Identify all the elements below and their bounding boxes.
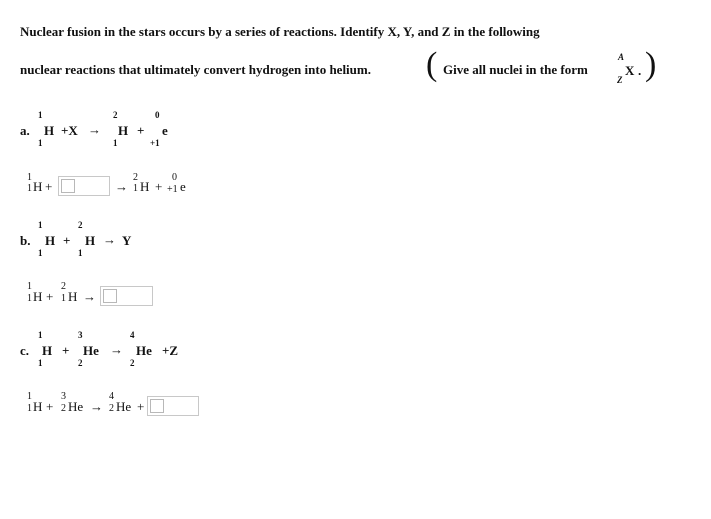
paren-close: )	[645, 46, 657, 83]
ans-a-plus: +	[45, 179, 53, 194]
c-plus: +	[62, 343, 70, 358]
a-plus: +	[137, 123, 145, 138]
b-y: Y	[122, 233, 132, 248]
c-he-atomic: 2	[78, 358, 83, 368]
ans-c-input-placeholder-box	[150, 399, 164, 413]
c-he-symbol: He	[83, 343, 99, 358]
b-h2-mass: 2	[78, 220, 83, 230]
c-h-atomic: 1	[38, 358, 43, 368]
c-arrow: →	[110, 342, 123, 357]
ans-a-input[interactable]	[58, 176, 110, 196]
b-h-symbol: H	[45, 233, 56, 248]
form-instruction: Give all nuclei in the form	[443, 62, 588, 77]
a-h2-symbol: H	[118, 123, 129, 138]
ans-b-input-placeholder-box	[103, 289, 117, 303]
ans-c-plus: +	[46, 399, 54, 414]
paren-open: (	[426, 46, 438, 83]
a-label: a.	[20, 123, 30, 138]
ans-c-he2-atomic: 2	[109, 403, 114, 414]
ans-a-e-bottom: +1	[167, 184, 178, 195]
c-label: c.	[20, 343, 30, 358]
a-plus-x: +X	[61, 123, 78, 138]
ans-c-h-symbol: H	[33, 399, 43, 414]
ans-c-he-atomic: 2	[61, 403, 66, 414]
form-period: .	[638, 63, 642, 78]
ans-c-he2-mass: 4	[109, 391, 114, 402]
b-h2-atomic: 1	[78, 248, 83, 258]
a-e-charge-bottom: +1	[150, 138, 160, 148]
form-atomic-number: Z	[617, 75, 623, 85]
c-he-mass: 3	[78, 330, 83, 340]
ans-b-h-mass: 1	[27, 281, 32, 292]
b-plus: +	[63, 233, 71, 248]
ans-a-h2-atomic: 1	[133, 183, 138, 194]
ans-c-input[interactable]	[147, 396, 199, 416]
a-arrow: →	[88, 122, 101, 137]
ans-c-he-symbol: He	[68, 399, 84, 414]
b-arrow: →	[103, 232, 116, 247]
b-h-atomic: 1	[38, 248, 43, 258]
c-he2-atomic: 2	[130, 358, 135, 368]
ans-c-h-mass: 1	[27, 391, 32, 402]
c-h-symbol: H	[42, 343, 53, 358]
ans-b-h-symbol: H	[33, 289, 43, 304]
ans-b-input[interactable]	[100, 286, 153, 306]
ans-c-h-atomic: 1	[27, 403, 32, 414]
a-h2-mass: 2	[113, 110, 118, 120]
question-line-2: nuclear reactions that ultimately convert hydrogen into helium.	[20, 62, 371, 77]
ans-c-he-mass: 3	[61, 391, 66, 402]
ans-a-plus2: +	[155, 179, 163, 194]
ans-a-h-mass: 1	[27, 172, 32, 183]
a-h2-atomic: 1	[113, 138, 118, 148]
a-h-mass: 1	[38, 110, 43, 120]
a-h-symbol: H	[44, 123, 55, 138]
ans-a-arrow: →	[115, 179, 128, 194]
ans-a-e-top: 0	[172, 172, 177, 183]
ans-b-h2-symbol: H	[68, 289, 78, 304]
ans-b-h-atomic: 1	[27, 293, 32, 304]
ans-a-h2-symbol: H	[140, 179, 150, 194]
b-h-mass: 1	[38, 220, 43, 230]
c-he2-symbol: He	[136, 343, 152, 358]
ans-a-h2-mass: 2	[133, 172, 138, 183]
a-e-symbol: e	[162, 123, 168, 138]
c-h-mass: 1	[38, 330, 43, 340]
ans-c-arrow: →	[90, 399, 103, 414]
b-h2-symbol: H	[85, 233, 96, 248]
a-h-atomic: 1	[38, 138, 43, 148]
a-e-charge-top: 0	[155, 110, 160, 120]
ans-a-h-atomic: 1	[27, 183, 32, 194]
ans-b-arrow: →	[83, 289, 96, 304]
ans-c-plus2: +	[137, 399, 145, 414]
c-he2-mass: 4	[130, 330, 135, 340]
ans-c-he2-symbol: He	[116, 399, 132, 414]
c-plus-z: +Z	[162, 343, 179, 358]
form-mass-number: A	[618, 52, 625, 62]
form-symbol: X	[625, 63, 635, 78]
ans-a-h-symbol: H	[33, 179, 43, 194]
b-label: b.	[20, 233, 31, 248]
ans-a-input-placeholder-box	[61, 179, 75, 193]
question-line-1: Nuclear fusion in the stars occurs by a series of reactions. Identify X, Y, and Z in the following	[20, 24, 540, 39]
ans-b-h2-atomic: 1	[61, 293, 66, 304]
ans-b-plus: +	[46, 289, 54, 304]
ans-a-e-symbol: e	[180, 179, 186, 194]
ans-b-h2-mass: 2	[61, 281, 66, 292]
